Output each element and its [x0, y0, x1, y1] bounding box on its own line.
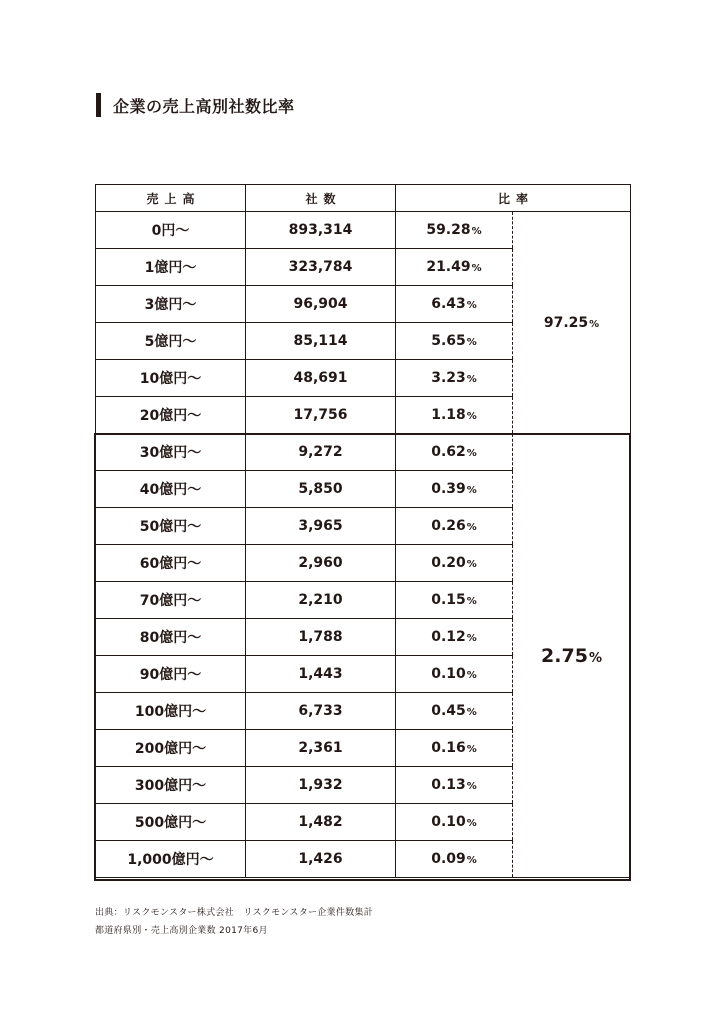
ratio-cell [396, 693, 513, 730]
ratio-value: 0.45 [431, 703, 466, 719]
percent-sign: % [466, 448, 477, 459]
ratio-value: 0.10 [431, 814, 466, 830]
percent-sign: % [466, 374, 477, 385]
ratio-cell [396, 249, 513, 286]
percent-sign: % [466, 707, 477, 718]
ratio-cell [396, 471, 513, 508]
revenue-cell: 20億円〜 [96, 397, 246, 434]
revenue-cell: 90億円〜 [96, 656, 246, 693]
count-cell: 2,960 [246, 545, 396, 582]
group-total-cell [513, 212, 631, 434]
ratio-value: 0.20 [431, 555, 466, 571]
ratio-value: 3.23 [431, 370, 466, 386]
count-cell: 3,965 [246, 508, 396, 545]
source-line-2: 都道府県別・売上高別企業数 2017年6月 [95, 926, 268, 936]
ratio-value: 0.26 [431, 518, 466, 534]
ratio-cell [396, 804, 513, 841]
count-cell: 1,443 [246, 656, 396, 693]
ratio-value: 0.62 [431, 444, 466, 460]
percent-sign: % [466, 337, 477, 348]
revenue-ratio-table [95, 184, 631, 878]
percent-sign: % [466, 411, 477, 422]
percent-sign: % [471, 226, 482, 237]
count-cell: 893,314 [246, 212, 396, 249]
ratio-value: 0.15 [431, 592, 466, 608]
ratio-value: 0.39 [431, 481, 466, 497]
revenue-cell: 1,000億円〜 [96, 841, 246, 878]
ratio-cell [396, 508, 513, 545]
percent-sign: % [471, 263, 482, 274]
revenue-cell: 80億円〜 [96, 619, 246, 656]
revenue-cell: 0円〜 [96, 212, 246, 249]
table-row [96, 434, 631, 471]
table-row [96, 212, 631, 249]
ratio-value: 1.18 [431, 407, 466, 423]
ratio-value: 6.43 [431, 296, 466, 312]
percent-sign: % [466, 522, 477, 533]
page-heading [96, 93, 295, 117]
count-cell: 96,904 [246, 286, 396, 323]
ratio-value: 0.16 [431, 740, 466, 756]
revenue-cell: 60億円〜 [96, 545, 246, 582]
revenue-cell: 70億円〜 [96, 582, 246, 619]
count-cell: 85,114 [246, 323, 396, 360]
ratio-cell [396, 656, 513, 693]
ratio-value: 0.13 [431, 777, 466, 793]
group-total-value: 2.75 [541, 644, 588, 667]
ratio-cell [396, 286, 513, 323]
source-note [95, 904, 373, 940]
count-cell: 17,756 [246, 397, 396, 434]
percent-sign: % [466, 300, 477, 311]
percent-sign: % [589, 318, 600, 330]
ratio-value: 0.09 [431, 851, 466, 867]
ratio-cell [396, 619, 513, 656]
revenue-cell: 50億円〜 [96, 508, 246, 545]
ratio-cell [396, 767, 513, 804]
percent-sign: % [466, 596, 477, 607]
header-ratio: 比率 [396, 185, 631, 212]
group-total-cell [513, 434, 631, 878]
count-cell: 48,691 [246, 360, 396, 397]
header-revenue: 売上高 [96, 185, 246, 212]
ratio-cell [396, 360, 513, 397]
revenue-cell: 1億円〜 [96, 249, 246, 286]
ratio-value: 59.28 [426, 222, 471, 238]
count-cell: 2,210 [246, 582, 396, 619]
ratio-cell [396, 212, 513, 249]
count-cell: 2,361 [246, 730, 396, 767]
count-cell: 6,733 [246, 693, 396, 730]
percent-sign: % [466, 781, 477, 792]
percent-sign: % [466, 670, 477, 681]
table-header-row [96, 185, 631, 212]
table-body [96, 212, 631, 878]
ratio-cell [396, 323, 513, 360]
percent-sign: % [466, 855, 477, 866]
count-cell: 1,932 [246, 767, 396, 804]
source-line-1: 出典：リスクモンスター株式会社 リスクモンスター企業件数集計 [95, 908, 374, 918]
count-cell: 9,272 [246, 434, 396, 471]
heading-accent-bar [96, 93, 101, 117]
percent-sign: % [466, 559, 477, 570]
percent-sign: % [588, 650, 602, 666]
ratio-cell [396, 730, 513, 767]
ratio-cell [396, 545, 513, 582]
header-count: 社数 [246, 185, 396, 212]
revenue-cell: 10億円〜 [96, 360, 246, 397]
ratio-cell [396, 397, 513, 434]
revenue-cell: 500億円〜 [96, 804, 246, 841]
revenue-cell: 30億円〜 [96, 434, 246, 471]
ratio-cell [396, 582, 513, 619]
percent-sign: % [466, 818, 477, 829]
ratio-value: 21.49 [426, 259, 471, 275]
count-cell: 1,788 [246, 619, 396, 656]
count-cell: 5,850 [246, 471, 396, 508]
ratio-cell [396, 434, 513, 471]
revenue-cell: 200億円〜 [96, 730, 246, 767]
revenue-cell: 100億円〜 [96, 693, 246, 730]
count-cell: 323,784 [246, 249, 396, 286]
page-title: 企業の売上高別社数比率 [113, 96, 295, 116]
ratio-value: 5.65 [431, 333, 466, 349]
ratio-cell [396, 841, 513, 878]
revenue-cell: 300億円〜 [96, 767, 246, 804]
percent-sign: % [466, 485, 477, 496]
percent-sign: % [466, 744, 477, 755]
ratio-value: 0.12 [431, 629, 466, 645]
percent-sign: % [466, 633, 477, 644]
count-cell: 1,426 [246, 841, 396, 878]
group-total-value: 97.25 [543, 314, 589, 331]
revenue-cell: 5億円〜 [96, 323, 246, 360]
count-cell: 1,482 [246, 804, 396, 841]
revenue-cell: 3億円〜 [96, 286, 246, 323]
revenue-cell: 40億円〜 [96, 471, 246, 508]
ratio-value: 0.10 [431, 666, 466, 682]
